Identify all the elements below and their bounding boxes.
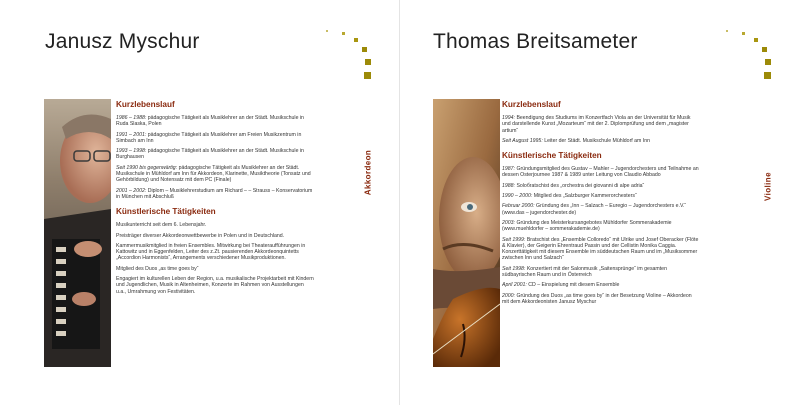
activity-entry: April 2001: CD – Einspielung mit diesem Ensemble	[502, 282, 620, 289]
activity-entry: 2000: Gründung des Duos „as time goes by“ in der Besetzung Violine – Akkordeon mit dem Akkordeonisten Janusz Myschur	[502, 292, 692, 305]
decorative-dots-icon	[720, 28, 780, 83]
section-title-kuenstlerische-taetigkeiten: Künstlerische Tätigkeiten	[502, 151, 602, 161]
section-title-kurzlebenslauf: Kurzlebenslauf	[502, 100, 561, 109]
activity-entry: 1988: Soloбratschist des „orchestra dei giovanni di alpe adria“	[502, 182, 645, 189]
activity-entry: Seit 1998: Konzertiert mit der Salonmusik „Saitensprünge“ im gesamten südbayrischen Raum und in Österreich	[502, 265, 667, 279]
bio-entry: 2001 – 2002: Diplom – Musiklehrerstudium am Richard – – Strauss – Konservatorium in München mit Abschluß	[116, 187, 313, 200]
musician-name: Thomas Breitsameter	[433, 30, 638, 53]
activity-entry: Musikunterricht seit dem 6. Lebensjahr.	[116, 222, 207, 229]
page-thomas-breitsameter	[400, 0, 799, 405]
bio-entry: Seit 1990 bis gegenwärtig: pädagogische Tätigkeit als Musiklehrer an der Städt. Musikschule in Mühldorf am Inn für Akkordeon, Klarinette, Musiktheorie (Tonsatz und Gehörbildung) und Notensatz mit dem PC (Finale)	[116, 164, 311, 184]
instrument-label-vertical: Akkordeon	[363, 149, 373, 196]
bio-entry: 1991 – 2001: pädagogische Tätigkeit als Musiklehrer am Freien Musikzentrum in Simbach am Inn	[116, 131, 302, 144]
biography-text	[116, 100, 314, 370]
page-janusz-myschur	[0, 0, 399, 405]
portrait-photo-violin	[433, 99, 500, 367]
musician-name: Janusz Myschur	[45, 30, 200, 53]
activity-entry: 1990 – 2000: Mitglied des „Salzburger Kammerorchesters“	[502, 193, 637, 200]
bio-entry: Seit August 1995: Leiter der Städt. Musikschule Mühldorf am Inn	[502, 137, 651, 144]
section-title-kuenstlerische-taetigkeiten: Künstlerische Tätigkeiten	[116, 207, 216, 217]
activity-entry: Preisträger diverser Akkordeonwettbewerbe in Polen und in Deutschland.	[116, 232, 285, 239]
activity-entry: Seit 1999: Bratschist des „Ensemble Colloredo“ mit Ulrike und Josef Oberacker (Flöte & Klavier), der Geigerin Ehrentraud Passin und der Cellistin Monika Caggia. Konzerttätigkeit mit diesem Ensemble im süddeutschen Raum und im „Musiksommer zwischen Inn und Salzach“	[502, 236, 699, 262]
activity-entry: Engagiert im kulturellen Leben der Region, u.a. musikalische Projektarbeit mit Kindern und Jugendlichen, Musik in Altenheimen, Konzerte im Rahmen von Ausstellungen u.a., Umrahmung von Festivitäten.	[116, 276, 314, 295]
activity-entry: 1987: Gründungsmitglied des Gustav – Mahler – Jugendorchesters und Teilnahme an dessen Osterjournee 1987 & 1989 unter Leitung von Claudio Abbado	[502, 166, 699, 179]
activity-entry: Kammermusikmitglied in freien Ensembles. Mitwirkung bei Theateraufführungen in Kattowitz und in Eggenfelden, Leiter des z.Zt. pausierenden Akkordeonquintetts „Accordion Harmonists“, Arrangements verschiedener Musikproduktionen.	[116, 242, 306, 262]
instrument-label-vertical: Violine	[763, 172, 773, 201]
decorative-dots-icon	[320, 28, 380, 83]
bio-entry: 1986 – 1988: pädagogische Tätigkeit als Musiklehrer an der Städt. Musikschule in Ruda Slaska, Polen	[116, 115, 304, 128]
bio-entry: 1993 – 1998: pädagogische Tätigkeit als Musiklehrer an der Städt. Musikschule in Burghausen	[116, 148, 304, 161]
activity-entry: Februar 2000: Gründung des „Inn – Salzach – Euregio – Jugendorchesters e.V.“ (www.das – jugendorchester.de)	[502, 203, 687, 216]
activity-entry: 2003: Gründung des Meisterkursangebotes Mühldorfer Sommerakademie (www.muehldorfer – sommerakademie.de)	[502, 219, 672, 233]
bio-entry: 1994: Beendigung des Studiums im Konzertfach Viola an der Universität für Musik und darstellende Kunst „Mozarteum“ mit der 2. Diplomprüfung und dem „magister artium“	[502, 115, 691, 134]
portrait-photo-accordion	[44, 99, 111, 367]
activity-entry: Mitglied des Duos „as time goes by“	[116, 265, 199, 272]
section-title-kurzlebenslauf: Kurzlebenslauf	[116, 100, 175, 109]
biography-text	[502, 100, 700, 370]
